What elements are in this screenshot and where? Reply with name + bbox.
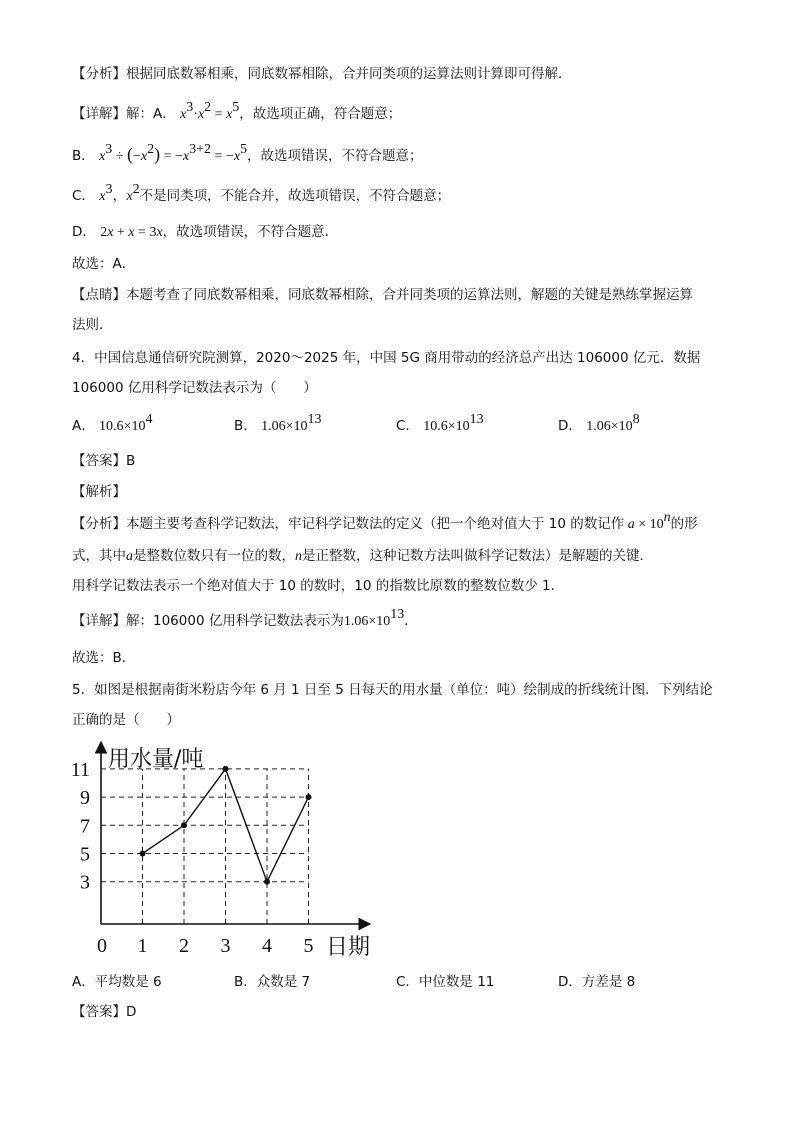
q5-option-b: B．众数是 7: [234, 974, 311, 990]
q4-option-a: A． $10.6\times 10^4$: [72, 412, 153, 434]
water-usage-line-chart: [64, 734, 384, 964]
q5-option-d: D．方差是 8: [558, 974, 636, 990]
data-point-day-5: [306, 794, 312, 800]
x-tick-label-1: 1: [137, 935, 148, 957]
q4-option-b: B． $1.06\times 10^{13}$: [234, 412, 322, 434]
q3-option-c: C． $x^3$，$x^2$不是同类项，不能合并，故选项错误，不符合题意；: [72, 182, 451, 204]
q4-detail: 【详解】解：106000 亿用科学记数法表示为$1.06\times 10^{13}$．: [72, 607, 418, 629]
data-point-day-1: [140, 851, 146, 857]
origin-label: 0: [97, 935, 107, 957]
x-tick-label-2: 2: [179, 935, 189, 957]
q4-answer: 【答案】B: [72, 453, 136, 469]
x-tick-label-4: 4: [262, 935, 272, 957]
q4-analysis-2: 式，其中a是整数位数只有一位的数，n是正整数，这种记数方法叫做科学记数法）是解题的关键．: [72, 548, 653, 564]
x-tick-label-5: 5: [303, 935, 314, 957]
q3-option-b: B． $x^3 \div (-x^2) = -x^{3+2} = -x^5$，故选项错误，不符合题意；: [72, 142, 423, 164]
data-point-day-3: [223, 766, 229, 772]
q3-analysis: 【分析】根据同底数幂相乘，同底数幂相除，合并同类项的运算法则计算即可得解．: [72, 66, 572, 82]
q3-option-d: D． 2x + x = 3x，故选项错误，不符合题意．: [72, 224, 339, 240]
q3-detail-a: 【详解】解：A． $x^3\cdot x^2 = x^5$，故选项正确，符合题意；: [72, 100, 402, 122]
q5-answer: 【答案】D: [72, 1004, 137, 1020]
y-axis-label: 用水量/吨: [108, 747, 204, 772]
q3-choose: 故选：A．: [72, 256, 136, 272]
q4-option-d: D． $1.06\times 10^8$: [558, 412, 640, 434]
q4-analysis-1: 【分析】本题主要考查科学记数法，牢记科学记数法的定义（把一个绝对值大于 10 的数记作 $a \times 10^n$的形: [72, 510, 698, 532]
q4-analysis-3: 用科学记数法表示一个绝对值大于 10 的数时，10 的指数比原数的整数位数少 1．: [72, 578, 565, 594]
x-axis-label: 日期: [326, 935, 371, 960]
y-tick-label-11: 11: [70, 758, 90, 781]
q4-choose: 故选：B．: [72, 650, 136, 666]
q4-jiexi: 【解析】: [72, 484, 126, 500]
data-point-day-4: [264, 879, 270, 885]
q3-comment-2: 法则．: [72, 317, 113, 333]
y-tick-label-5: 5: [80, 843, 90, 866]
q5-stem-1: 5．如图是根据南街米粉店今年 6 月 1 日至 5 日每天的用水量（单位：吨）绘制成的折线统计图．下列结论: [72, 682, 713, 698]
q5-option-a: A．平均数是 6: [72, 974, 162, 990]
q5-stem-2: 正确的是（ ）: [72, 712, 180, 728]
q5-option-c: C．中位数是 11: [396, 974, 495, 990]
y-tick-label-7: 7: [80, 815, 90, 838]
q4-option-c: C． $10.6\times 10^{13}$: [396, 412, 484, 434]
data-point-day-2: [181, 822, 187, 828]
x-tick-label-3: 3: [220, 935, 231, 957]
y-tick-label-9: 9: [80, 787, 90, 810]
q4-stem-1: 4．中国信息通信研究院测算，2020～2025 年，中国 5G 商用带动的经济总产出达 106000 亿元．数据: [72, 350, 701, 366]
q3-comment-1: 【点睛】本题考查了同底数幂相乘，同底数幂相除，合并同类项的运算法则，解题的关键是熟练掌握运算: [72, 287, 693, 303]
y-tick-label-3: 3: [80, 871, 90, 894]
q4-stem-2: 106000 亿用科学记数法表示为（ ）: [72, 380, 317, 396]
